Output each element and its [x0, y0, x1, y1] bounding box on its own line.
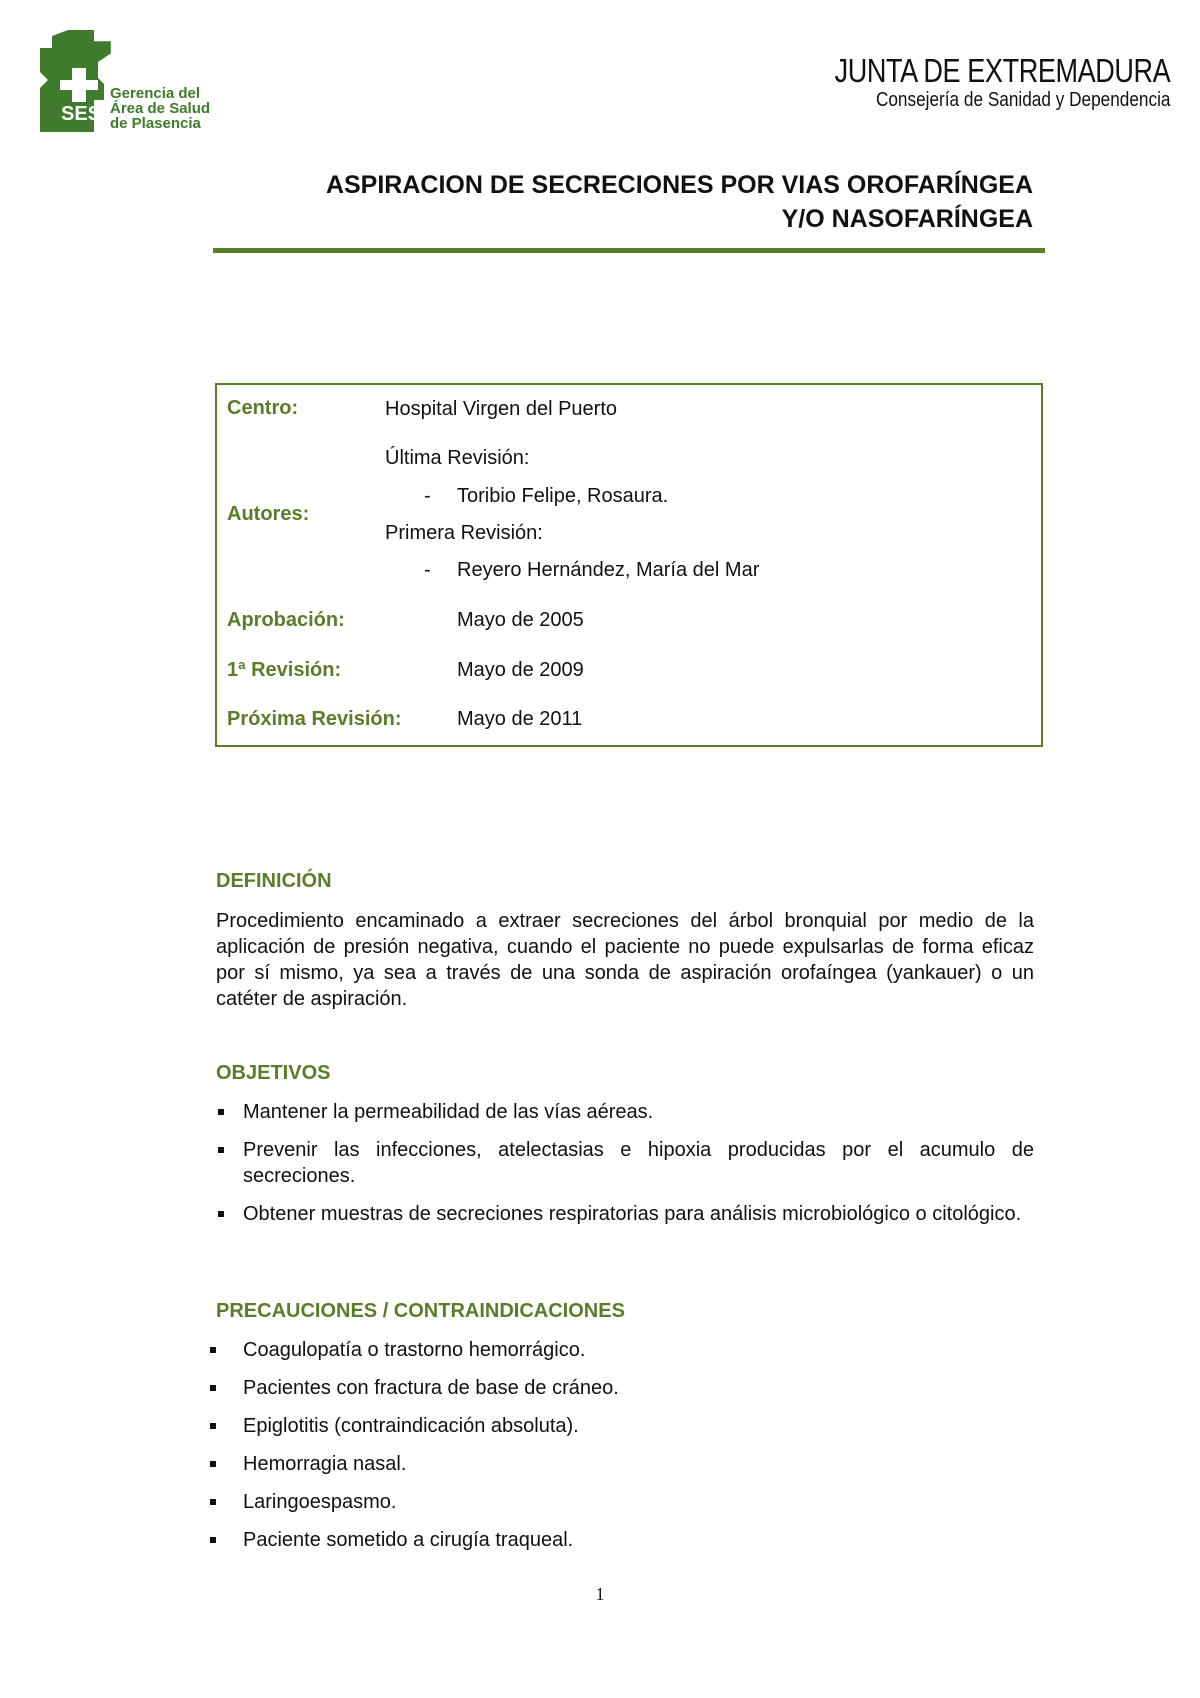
list-item: Mantener la permeabilidad de las vías aéreas.	[216, 1099, 1034, 1125]
ultima-revision-label: Última Revisión:	[385, 447, 530, 469]
document-title	[183, 168, 1033, 236]
definicion-heading: DEFINICIÓN	[216, 870, 332, 892]
ultima-revision-author: Toribio Felipe, Rosaura.	[457, 485, 669, 507]
centro-label: Centro:	[227, 397, 299, 419]
junta-subtitle: Consejería de Sanidad y Dependencia	[875, 89, 1170, 111]
bullet-icon	[210, 1347, 216, 1353]
logo-line-3: de Plasencia	[110, 115, 201, 132]
title-divider	[213, 248, 1045, 253]
list-item: Laringoespasmo.	[216, 1489, 1034, 1515]
list-item: Hemorragia nasal.	[216, 1451, 1034, 1477]
revision1-label: 1ª Revisión:	[227, 659, 342, 681]
aprobacion-label: Aprobación:	[227, 609, 345, 631]
list-item: Epiglotitis (contraindicación absoluta).	[216, 1413, 1034, 1439]
autores-label: Autores:	[227, 503, 310, 525]
centro-value: Hospital Virgen del Puerto	[385, 398, 617, 420]
primera-revision-author: Reyero Hernández, María del Mar	[457, 559, 760, 581]
list-item: Pacientes con fractura de base de cráneo.	[216, 1375, 1034, 1401]
bullet-icon	[210, 1423, 216, 1429]
precauciones-heading: PRECAUCIONES / CONTRAINDICACIONES	[216, 1300, 625, 1322]
bullet-icon	[218, 1109, 224, 1115]
title-line-2: Y/O NASOFARÍNGEA	[781, 205, 1033, 233]
bullet-icon	[218, 1211, 224, 1217]
dash-1: -	[424, 485, 431, 507]
ses-abbreviation: SES	[61, 103, 102, 125]
bullet-icon	[210, 1461, 216, 1467]
precauciones-list	[216, 1337, 1034, 1553]
info-table	[215, 383, 1043, 747]
objetivos-list	[216, 1099, 1034, 1227]
dash-2: -	[424, 559, 431, 581]
page-number: 1	[595, 1584, 605, 1604]
proxima-label: Próxima Revisión:	[227, 708, 402, 730]
title-line-1: ASPIRACION DE SECRECIONES POR VIAS OROFARÍNGEA	[325, 171, 1033, 199]
bullet-icon	[210, 1537, 216, 1543]
logo-line-1: Gerencia del	[110, 85, 201, 102]
ses-logo	[38, 28, 228, 138]
list-item: Coagulopatía o trastorno hemorrágico.	[216, 1337, 1034, 1363]
bullet-icon	[210, 1499, 216, 1505]
bullet-icon	[210, 1385, 216, 1391]
list-item: Prevenir las infecciones, atelectasias e hipoxia producidas por el acumulo de secreciones.	[216, 1137, 1034, 1189]
proxima-value: Mayo de 2011	[457, 708, 583, 730]
objetivos-heading: OBJETIVOS	[216, 1062, 331, 1084]
aprobacion-value: Mayo de 2005	[457, 609, 584, 631]
logo-line-2: Área de Salud	[110, 100, 211, 117]
junta-title: JUNTA DE EXTREMADURA	[834, 52, 1170, 89]
bullet-icon	[218, 1147, 224, 1153]
list-item: Paciente sometido a cirugía traqueal.	[216, 1527, 1034, 1553]
primera-revision-label: Primera Revisión:	[385, 522, 543, 544]
definicion-text: Procedimiento encaminado a extraer secreciones del árbol bronquial por medio de la aplicación de presión negativa, cuando el paciente no puede expulsarlas de forma eficaz por sí mismo, ya sea a través de una sonda de aspiración orofaíngea (yankauer) o un catéter de aspiración.	[216, 910, 1034, 1010]
revision1-value: Mayo de 2009	[457, 659, 584, 681]
list-item: Obtener muestras de secreciones respiratorias para análisis microbiológico o citológico.	[216, 1201, 1034, 1227]
